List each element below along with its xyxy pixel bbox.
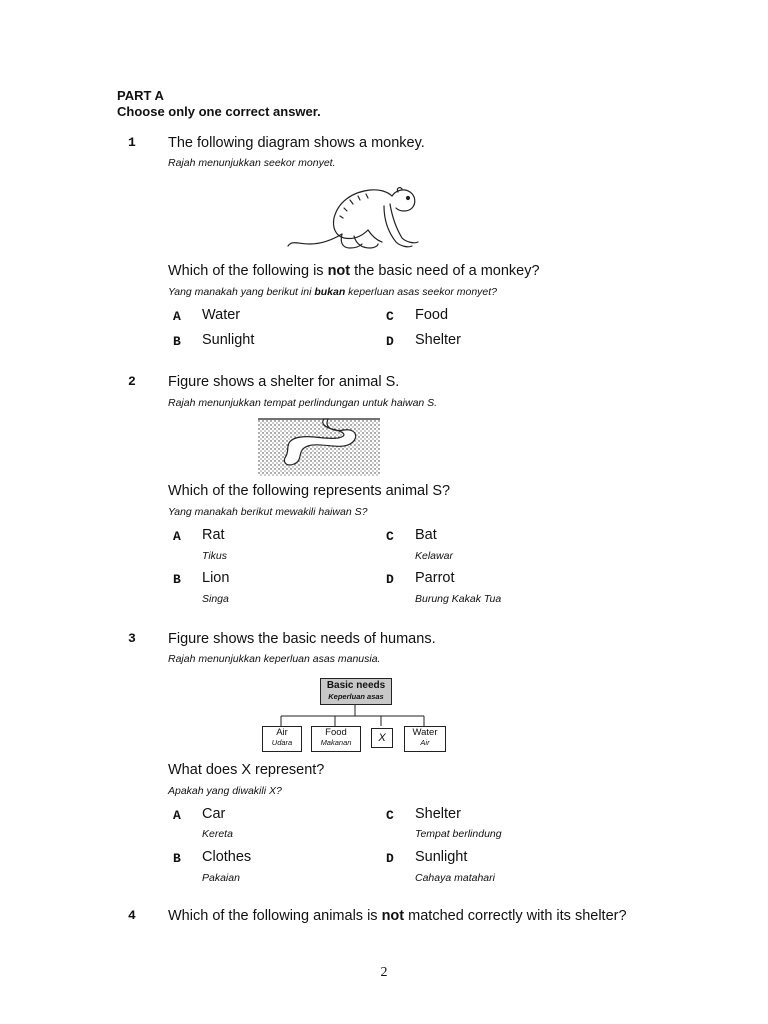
prompt-text: Which of the following animals is <box>168 908 382 924</box>
option-letter: A <box>173 529 181 544</box>
option-translation: Singa <box>202 593 229 605</box>
option-text[interactable]: Shelter <box>415 806 461 822</box>
diagram-child-sublabel: Makanan <box>320 738 352 747</box>
question-text: Figure shows the basic needs of humans. <box>168 631 436 647</box>
option-text[interactable]: Clothes <box>202 849 252 865</box>
diagram-child-label: X <box>378 732 386 744</box>
question-number: 4 <box>128 908 136 923</box>
monkey-illustration <box>284 176 426 256</box>
prompt-text: the basic need of a monkey? <box>350 263 540 279</box>
option-translation: Cahaya matahari <box>415 872 495 884</box>
question-prompt-translation <box>168 286 497 298</box>
prompt-text: matched correctly with its shelter? <box>404 908 627 924</box>
question-prompt-translation: Yang manakah berikut mewakili haiwan S? <box>168 506 368 518</box>
question-number: 3 <box>128 631 136 646</box>
option-letter: A <box>173 309 181 324</box>
part-title: PART A <box>117 88 164 103</box>
option-text[interactable]: Rat <box>202 527 225 543</box>
question-prompt <box>168 263 540 279</box>
prompt-translation-emphasis: bukan <box>314 286 346 298</box>
page-number: 2 <box>380 965 388 980</box>
option-letter: B <box>173 851 181 866</box>
question-prompt <box>168 908 627 924</box>
question-translation: Rajah menunjukkan tempat perlindungan untuk haiwan S. <box>168 397 438 409</box>
option-translation: Burung Kakak Tua <box>415 593 502 605</box>
option-letter: A <box>173 808 181 823</box>
question-text: The following diagram shows a monkey. <box>168 135 425 151</box>
part-header <box>117 88 321 120</box>
option-text[interactable]: Lion <box>202 570 230 586</box>
prompt-emphasis: not <box>327 263 351 279</box>
question-prompt: Which of the following represents animal S? <box>168 483 451 499</box>
prompt-emphasis: not <box>381 908 405 924</box>
option-text[interactable]: Sunlight <box>202 332 255 348</box>
prompt-translation-text: Yang manakah yang berikut ini <box>168 286 315 298</box>
option-text[interactable]: Sunlight <box>415 849 468 865</box>
question-translation: Rajah menunjukkan seekor monyet. <box>168 157 336 169</box>
option-letter: C <box>386 309 394 324</box>
option-letter: C <box>386 529 394 544</box>
question-text: Figure shows a shelter for animal S. <box>168 374 400 390</box>
diagram-child-x <box>371 728 393 748</box>
diagram-child-label: Water <box>412 727 438 738</box>
option-text[interactable]: Shelter <box>415 332 461 348</box>
diagram-child-food <box>311 726 361 752</box>
question-translation: Rajah menunjukkan keperluan asas manusia. <box>168 653 381 665</box>
option-letter: B <box>173 334 181 349</box>
part-instruction: Choose only one correct answer. <box>117 104 321 119</box>
option-text[interactable]: Water <box>202 307 241 323</box>
option-text[interactable]: Parrot <box>415 570 455 586</box>
question-prompt-translation: Apakah yang diwakili X? <box>168 785 282 797</box>
diagram-root-label: Basic needs <box>326 680 386 691</box>
burrow-illustration <box>258 416 380 476</box>
option-letter: D <box>386 851 394 866</box>
option-translation: Tikus <box>202 550 227 562</box>
diagram-child-air <box>262 726 302 752</box>
diagram-root-sublabel: Keperluan asas <box>328 692 384 701</box>
diagram-child-sublabel: Air <box>420 738 430 747</box>
option-letter: C <box>386 808 394 823</box>
option-letter: D <box>386 334 394 349</box>
option-text[interactable]: Car <box>202 806 226 822</box>
question-number: 2 <box>128 374 136 389</box>
option-translation: Tempat berlindung <box>415 828 502 840</box>
question-number: 1 <box>128 135 136 150</box>
option-text[interactable]: Food <box>415 307 449 323</box>
option-text[interactable]: Bat <box>415 527 437 543</box>
option-translation: Kelawar <box>415 550 453 562</box>
option-letter: D <box>386 572 394 587</box>
diagram-child-sublabel: Udara <box>271 738 293 747</box>
diagram-child-label: Food <box>325 727 347 738</box>
basic-needs-diagram <box>258 674 448 752</box>
prompt-translation-text: keperluan asas seekor monyet? <box>345 286 498 298</box>
option-translation: Pakaian <box>202 872 240 884</box>
diagram-child-label: Air <box>276 727 288 738</box>
question-prompt: What does X represent? <box>168 762 325 778</box>
option-letter: B <box>173 572 181 587</box>
diagram-child-water <box>404 726 446 752</box>
prompt-text: Which of the following is <box>168 263 328 279</box>
option-translation: Kereta <box>202 828 233 840</box>
